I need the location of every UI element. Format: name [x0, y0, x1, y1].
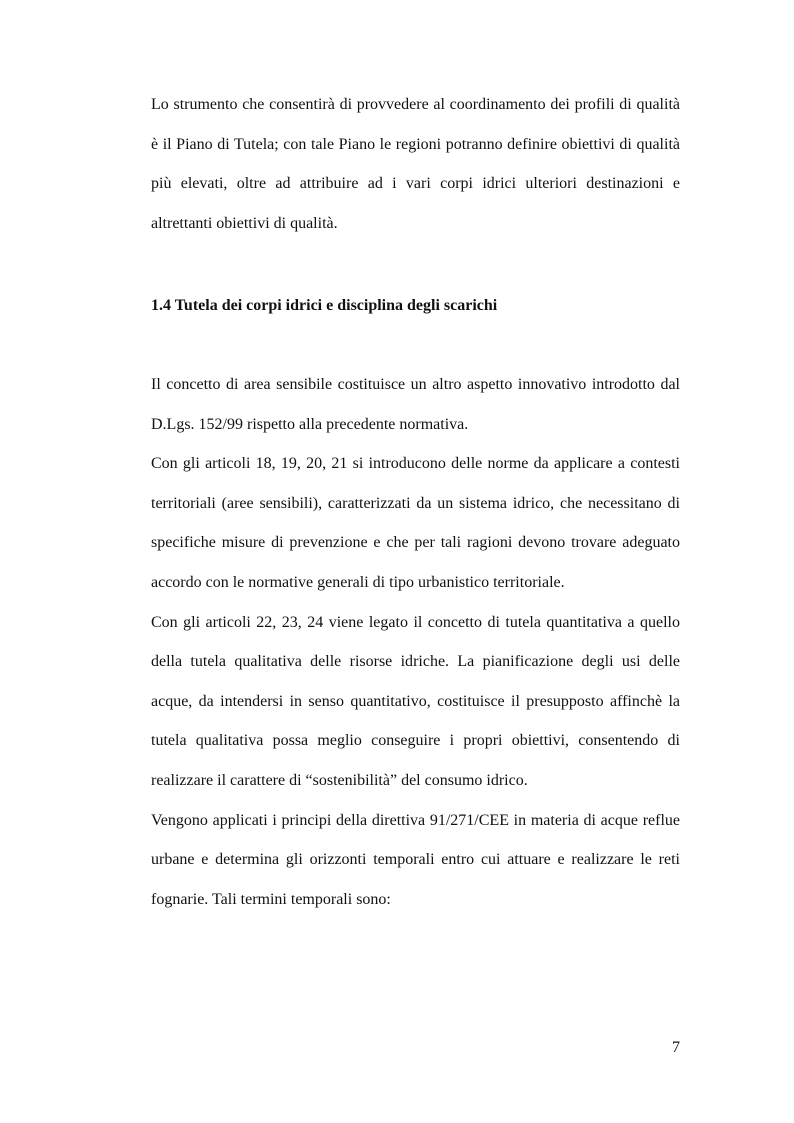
page-number: 7	[672, 1039, 680, 1056]
intro-section	[151, 85, 680, 243]
section-heading: 1.4 Tutela dei corpi idrici e disciplina degli scarichi	[151, 297, 498, 314]
section-body	[151, 365, 680, 919]
body-paragraph: Con gli articoli 22, 23, 24 viene legato il concetto di tutela quantitativa a quello della tutela qualitativa delle risorse idriche. La pianificazione degli usi delle acque, da intendersi in senso quantitativo, costituisce il presupposto affinchè la tutela qualitativa possa meglio conseguire i propri obiettivi, consentendo di realizzare il carattere di “sostenibilità” del consumo idrico.	[151, 613, 680, 789]
intro-paragraph: Lo strumento che consentirà di provvedere al coordinamento dei profili di qualità è il Piano di Tutela; con tale Piano le regioni potranno definire obiettivi di qualità più elevati, oltre ad attribuire ad i vari corpi idrici ulteriori destinazioni e altrettanti obiettivi di qualità.	[151, 96, 680, 232]
body-paragraph: Il concetto di area sensibile costituisce un altro aspetto innovativo introdotto dal D.Lgs. 152/99 rispetto alla precedente normativa.	[151, 376, 680, 433]
body-paragraph: Vengono applicati i principi della direttiva 91/271/CEE in materia di acque reflue urbane e determina gli orizzonti temporali entro cui attuare e realizzare le reti fognarie. Tali termini temporali sono:	[151, 811, 680, 908]
body-paragraph: Con gli articoli 18, 19, 20, 21 si introducono delle norme da applicare a contesti territoriali (aree sensibili), caratterizzati da un sistema idrico, che necessitano di specifiche misure di prevenzione e che per tali ragioni devono trovare adeguato accordo con le normative generali di tipo urbanistico territoriale.	[151, 455, 680, 591]
